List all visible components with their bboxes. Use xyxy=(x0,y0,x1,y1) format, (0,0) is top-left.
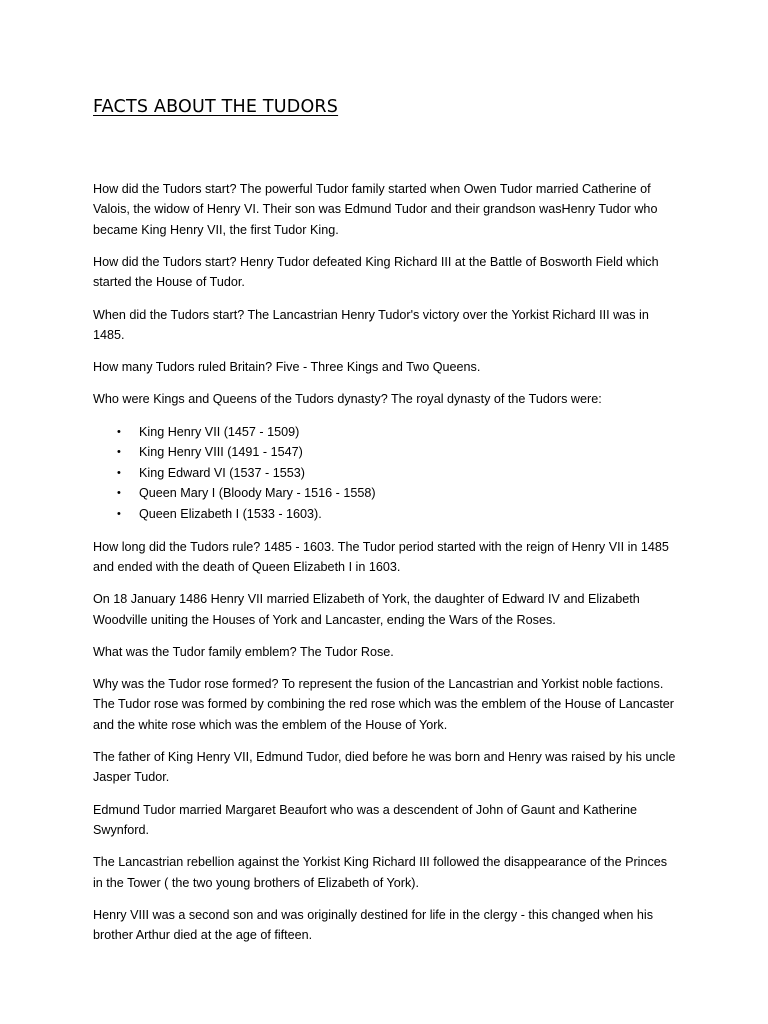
paragraph-henry-viii: Henry VIII was a second son and was originally destined for life in the clergy - this changed when his brother Arthur died at the age of fifteen. xyxy=(93,907,654,943)
paragraph-tudor-rose: Why was the Tudor rose formed? To represent the fusion of the Lancastrian and Yorkist noble factions. The Tudor rose was formed by combining the red rose which was the emblem of the House of Lancaster and the white rose which was the emblem of the House of York. xyxy=(93,677,675,732)
paragraph-edmund-tudor: The father of King Henry VII, Edmund Tudor, died before he was born and Henry was raised by his uncle Jasper Tudor. xyxy=(93,750,676,785)
document-body xyxy=(93,179,678,957)
list-item-text: Queen Elizabeth I (1533 - 1603). xyxy=(139,507,322,522)
paragraph-rebellion: The Lancastrian rebellion against the Yorkist King Richard III followed the disappearance of the Princes in the Tower ( the two young brothers of Elizabeth of York). xyxy=(93,855,668,890)
list-item-text: King Henry VIII (1491 - 1547) xyxy=(139,445,303,460)
paragraph-bosworth: How did the Tudors start? Henry Tudor defeated King Richard III at the Battle of Bosworth Field which started the House of Tudor. xyxy=(93,255,659,290)
paragraph-emblem: What was the Tudor family emblem? The Tudor Rose. xyxy=(93,644,394,659)
list-item xyxy=(93,463,678,484)
bullet-icon: • xyxy=(117,425,121,438)
list-item-text: King Henry VII (1457 - 1509) xyxy=(139,424,300,439)
paragraph-rule-duration: How long did the Tudors rule? 1485 - 1603. The Tudor period started with the reign of Henry VII in 1485 and ended with the death of Queen Elizabeth I in 1603. xyxy=(93,539,669,575)
bullet-icon: • xyxy=(117,446,121,459)
paragraph-start-date: When did the Tudors start? The Lancastrian Henry Tudor's victory over the Yorkist Richard III was in 1485. xyxy=(93,307,649,343)
paragraph-tudors-origin: How did the Tudors start? The powerful Tudor family started when Owen Tudor married Catherine of Valois, the widow of Henry VI. Their son was Edmund Tudor and their grandson wasHenry Tudor who became King Henry VII, the first Tudor King. xyxy=(93,182,658,237)
page-title: FACTS ABOUT THE TUDORS xyxy=(93,97,339,117)
bullet-icon: • xyxy=(117,466,121,479)
list-item-text: King Edward VI (1537 - 1553) xyxy=(139,465,305,480)
list-item-text: Queen Mary I (Bloody Mary - 1516 - 1558) xyxy=(139,486,376,501)
list-item xyxy=(93,504,678,525)
bullet-icon: • xyxy=(117,487,121,500)
paragraph-margaret-beaufort: Edmund Tudor married Margaret Beaufort who was a descendent of John of Gaunt and Katherine Swynford. xyxy=(93,802,637,838)
list-item xyxy=(93,442,678,463)
monarch-list xyxy=(93,422,678,525)
paragraph-marriage: On 18 January 1486 Henry VII married Elizabeth of York, the daughter of Edward IV and Elizabeth Woodville uniting the Houses of York and Lancaster, ending the Wars of the Roses. xyxy=(93,592,640,627)
bullet-icon: • xyxy=(117,508,121,521)
paragraph-how-many: How many Tudors ruled Britain? Five - Three Kings and Two Queens. xyxy=(93,360,481,375)
list-item xyxy=(93,483,678,504)
list-item xyxy=(93,422,678,443)
paragraph-dynasty-intro: Who were Kings and Queens of the Tudors dynasty? The royal dynasty of the Tudors were: xyxy=(93,392,602,407)
